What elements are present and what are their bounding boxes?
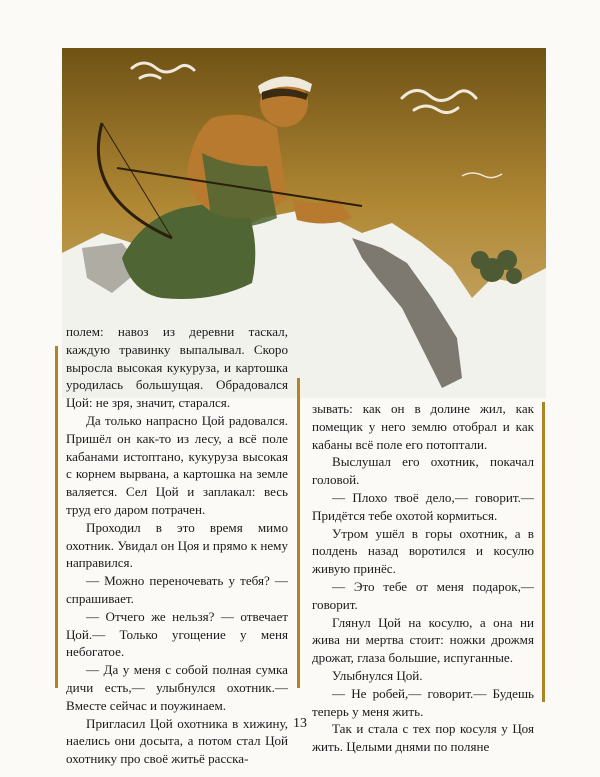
paragraph: — Отчего же нельзя? — отвечает Цой.— Только угощение у меня небогатое.	[66, 608, 288, 660]
paragraph: Утром ушёл в горы охотник, а в полдень назад воротился и косулю живую принёс.	[312, 525, 534, 577]
paragraph: Так и стала с тех пор косуля у Цоя жить. Целыми днями по поляне	[312, 721, 534, 755]
paragraph: Да только напрасно Цой радовался. Пришёл он как-то из лесу, а всё поле кабанами истоптано, кукуруза высокая с корнем вырвана, а картошка на земле валяется. Сел Цой и заплакал: весь труд его даром потрачен.	[66, 412, 288, 517]
page-number: 13	[293, 716, 307, 731]
paragraph: — Это тебе от меня подарок,— говорит.	[312, 578, 534, 612]
paragraph: — Да у меня с собой полная сумка дичи есть,— улыбнулся охотник.— Вместе сейчас и поужинаем.	[66, 662, 288, 713]
text-column-right	[312, 400, 534, 756]
paragraph: — Можно переночевать у тебя? — спрашивает.	[66, 573, 288, 606]
decorative-rule-middle	[297, 378, 300, 688]
paragraph: Улыбнулся Цой.	[332, 667, 423, 683]
text-column-left	[66, 323, 288, 768]
paragraph: — Не робей,— говорит.— Будешь теперь у меня жить.	[312, 685, 534, 719]
paragraph: Выслушал его охотник, покачал головой.	[312, 454, 534, 488]
paragraph: — Плохо твоё дело,— говорит.— Придётся тебе охотой кормиться.	[312, 489, 534, 523]
paragraph: зывать: как он в долине жил, как помещик у него землю отобрал и как кабаны всё поле его потоптали.	[312, 401, 534, 452]
paragraph: полем: навоз из деревни таскал, каждую травинку выпалывал. Скоро выросла высокая кукуруза, и картошка уродилась большущая. Обрадовался Цой: не зря, значит, старался.	[66, 324, 288, 411]
paragraph: Пригласил Цой охотника в хижину, наелись они досыта, а потом стал Цой охотнику про своё житьё расска-	[66, 715, 288, 767]
paragraph: Проходил в это время мимо охотник. Увидал он Цоя и прямо к нему направился.	[66, 519, 288, 571]
decorative-rule-left	[55, 346, 58, 688]
paragraph: Глянул Цой на косулю, а она ни жива ни мертва стоит: ножки дрожмя дрожат, глаза большие, испуганные.	[312, 614, 534, 666]
decorative-rule-right	[542, 402, 545, 702]
